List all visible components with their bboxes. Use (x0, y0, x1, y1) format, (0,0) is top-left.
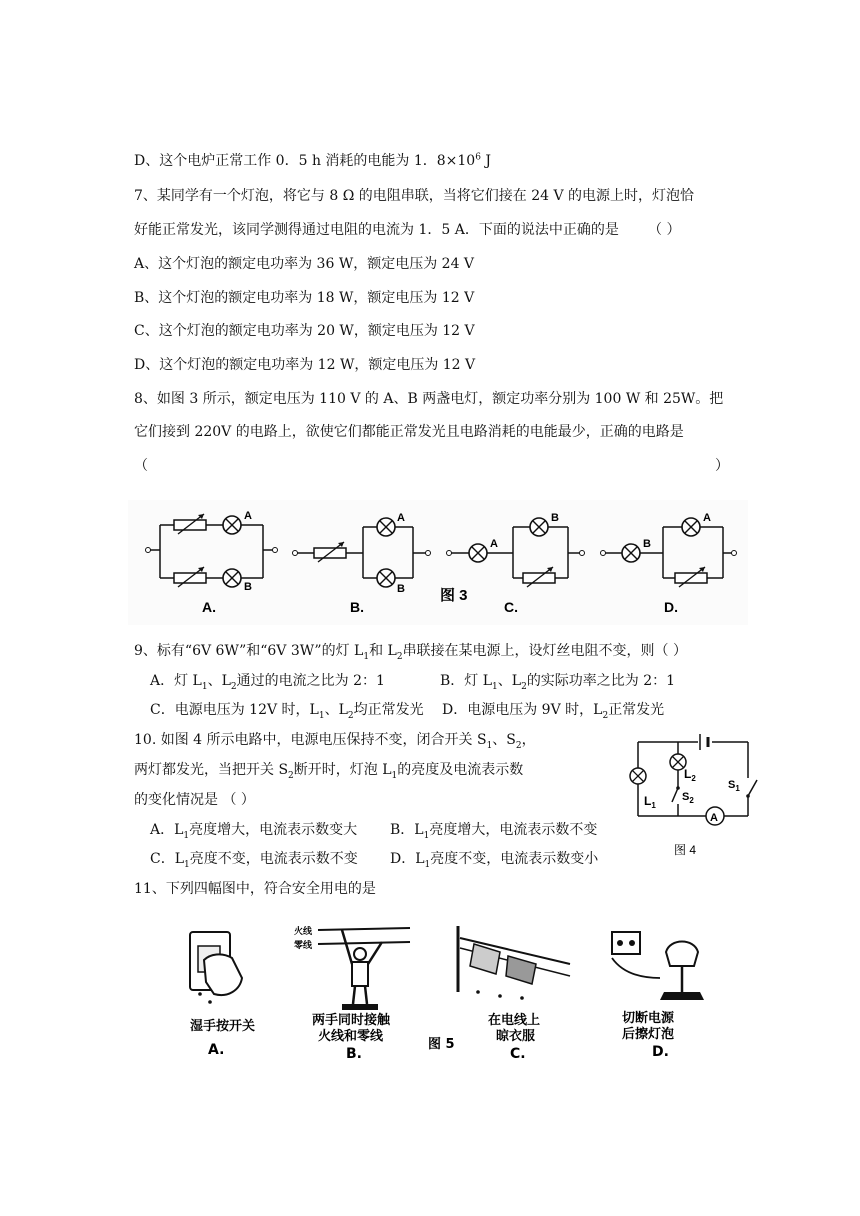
figure-3 (128, 500, 748, 629)
q10-option-c (150, 850, 358, 868)
figure-3-caption: 图 3 (440, 587, 468, 604)
lamp-label-b: B (397, 583, 405, 595)
q7-option-c: C、这个灯泡的额定电功率为 20 W，额定电压为 12 V (134, 323, 475, 339)
switch-s2-icon (672, 786, 680, 802)
q8-stem-line1: 8、如图 3 所示，额定电压为 110 V 的 A、B 两盏电灯，额定功率分别为 100 W 和 25W。把 (134, 391, 724, 407)
unplugged-lamp-icon (612, 932, 704, 1000)
subscript: 1 (184, 859, 190, 870)
subscript: 1 (492, 681, 498, 692)
subscript: 2 (230, 681, 237, 692)
lamp-label-a: A (490, 538, 498, 550)
subscript: 1 (183, 830, 190, 841)
q10-option-d-text-2: 亮度不变，电流表示数变小 (430, 851, 599, 867)
lamp-label-b: B (551, 512, 559, 524)
subscript: 1 (391, 770, 398, 781)
q10-text-3: ， (521, 732, 536, 748)
panel-b-caption-2: 火线和零线 (318, 1029, 384, 1044)
q10-text-4: 两灯都发光，当把开关 S (134, 762, 289, 778)
battery-icon (700, 734, 708, 750)
neutral-wire-label: 零线 (294, 941, 313, 951)
q10-option-c-text-2: 亮度不变，电流表示数不变 (189, 851, 358, 867)
q9-stem-text-3: 串联接在某电源上，设灯丝电阻不变，则（ ） (402, 643, 688, 659)
q8-paren-open: （ (134, 458, 148, 474)
panel-b-option: B. (346, 1046, 362, 1062)
q10-option-b (390, 821, 597, 839)
subscript: 1 (486, 740, 493, 751)
q9-option-a-text: A．灯 L (150, 673, 202, 689)
q10-option-a-text: A．L (150, 822, 184, 838)
switch-s1-icon (746, 780, 757, 798)
q10-text: 10. 如图 4 所示电路中，电源电压保持不变，闭合开关 S (134, 732, 487, 748)
q9-option-b-text-3: 的实际功率之比为 2：1 (526, 673, 676, 689)
q10-option-b-text-2: 亮度增大，电流表示数不变 (429, 822, 598, 838)
q10-stem-line3: 的变化情况是 （ ） (134, 792, 255, 808)
person-touching-wires-icon (318, 928, 410, 1010)
subscript: 2 (347, 710, 354, 721)
q7-option-a: A、这个灯泡的额定电功率为 36 W，额定电压为 24 V (134, 256, 475, 272)
subscript: 1 (424, 859, 431, 870)
q9-option-b (440, 672, 675, 690)
q6-option-d (134, 152, 491, 170)
circuit-option-a: A. (202, 599, 216, 615)
lamp-label-a: A (397, 512, 405, 524)
panel-a-option: A. (208, 1042, 225, 1058)
panel-d-caption-2: 后擦灯泡 (622, 1027, 675, 1042)
subscript: 1 (363, 651, 370, 662)
q11-stem: 11、下列四幅图中，符合安全用电的是 (134, 881, 376, 897)
q9-option-c-text: C．电源电压为 12V 时，L (150, 702, 319, 718)
q8-paren-close: ） (715, 458, 729, 474)
lamp-label-a: A (703, 512, 711, 524)
q6-exponent: 6 (475, 152, 481, 163)
panel-c-caption-2: 晾衣服 (496, 1029, 536, 1044)
q7-stem-line2: 好能正常发光，该同学测得通过电阻的电流为 1．5 A．下面的说法中正确的是 (134, 222, 619, 238)
q9-option-d (442, 701, 664, 719)
lamp-l1-icon (630, 768, 646, 784)
q9-option-d-text: D．电源电压为 9V 时，L (442, 702, 603, 718)
lamp-label-b: B (244, 581, 252, 593)
subscript: 2 (521, 681, 527, 692)
panel-a-caption: 湿手按开关 (190, 1019, 256, 1034)
q10-option-b-text: B．L (390, 822, 424, 838)
switch-s1-label: $S_1$ (728, 779, 740, 793)
figure-4-caption: 图 4 (674, 843, 697, 857)
subscript: 1 (201, 681, 208, 692)
q10-stem-line2 (134, 761, 523, 779)
q9-option-c (150, 701, 424, 719)
figure-5-caption: 图 5 (428, 1037, 455, 1052)
q6-unit: J (480, 153, 492, 169)
subscript: 2 (288, 770, 294, 781)
panel-d-caption-1: 切断电源 (622, 1011, 675, 1026)
q9-stem (134, 642, 687, 660)
live-wire-label: 火线 (294, 927, 313, 937)
q10-text-6: 的亮度及电流表示数 (397, 762, 524, 778)
q9-option-b-text-2: 、L (497, 673, 522, 689)
q7-option-b: B、这个灯泡的额定电功率为 18 W，额定电压为 12 V (134, 290, 475, 306)
ammeter-icon (706, 807, 724, 825)
q10-text-5: 断开时，灯泡 L (293, 762, 392, 778)
q9-option-a-text-3: 通过的电流之比为 2：1 (236, 673, 385, 689)
ammeter-label: A (710, 812, 718, 824)
q7-option-d: D、这个灯泡的额定电功率为 12 W，额定电压为 12 V (134, 357, 476, 373)
q9-option-a (150, 672, 385, 690)
lamp-label-b: B (643, 538, 651, 550)
q6-option-d-text: D、这个电炉正常工作 0．5 h 消耗的电能为 1．8×10 (134, 153, 476, 169)
lamp-l1-label: $L_1$ (644, 794, 656, 810)
q9-stem-text: 9、标有“6V 6W”和“6V 3W”的灯 L (134, 643, 364, 659)
lamp-l2-label: $L_2$ (684, 767, 696, 783)
circuit-option-d: D. (664, 599, 678, 615)
subscript: 1 (423, 830, 430, 841)
panel-c-caption-1: 在电线上 (488, 1013, 541, 1028)
q10-text-2: 、S (492, 732, 516, 748)
q10-option-d-text: D．L (390, 851, 425, 867)
q7-answer-paren: （ ） (648, 222, 681, 238)
q9-option-c-text-2: 、L (324, 702, 348, 718)
q10-option-c-text: C．L (150, 851, 185, 867)
q10-option-a-text-2: 亮度增大，电流表示数变大 (189, 822, 358, 838)
q7-stem-line1: 7、某同学有一个灯泡，将它与 8 Ω 的电阻串联，当将它们接在 24 V 的电源上时，灯泡恰 (134, 188, 695, 204)
clothes-on-wire-icon (458, 926, 570, 1000)
subscript: 2 (602, 710, 609, 721)
q9-option-b-text: B．灯 L (440, 673, 493, 689)
panel-c-option: C. (510, 1046, 526, 1062)
subscript: 2 (515, 740, 522, 751)
lamp-label-a: A (244, 510, 252, 522)
figure-4 (620, 728, 765, 867)
subscript: 1 (318, 710, 325, 721)
q9-option-c-text-3: 均正常发光 (353, 702, 424, 718)
q10-stem-line1 (134, 731, 536, 749)
subscript: 2 (396, 651, 403, 662)
switch-s2-label: $S_2$ (682, 791, 694, 805)
circuit-option-b: B. (350, 599, 364, 615)
panel-d-option: D. (652, 1044, 669, 1060)
panel-b-caption-1: 两手同时接触 (312, 1013, 391, 1028)
figure-5 (170, 918, 730, 1072)
q10-option-a (150, 821, 357, 839)
q10-option-d (390, 850, 598, 868)
q9-option-d-text-2: 正常发光 (608, 702, 665, 718)
q8-stem-line2: 它们接到 220V 的电路上，欲使它们都能正常发光且电路消耗的电能最少，正确的电路是 (134, 424, 684, 440)
circuit-option-c: C. (504, 599, 518, 615)
q9-option-a-text-2: 、L (207, 673, 231, 689)
q9-stem-text-2: 和 L (369, 643, 397, 659)
wet-hand-switch-icon (190, 932, 242, 1004)
